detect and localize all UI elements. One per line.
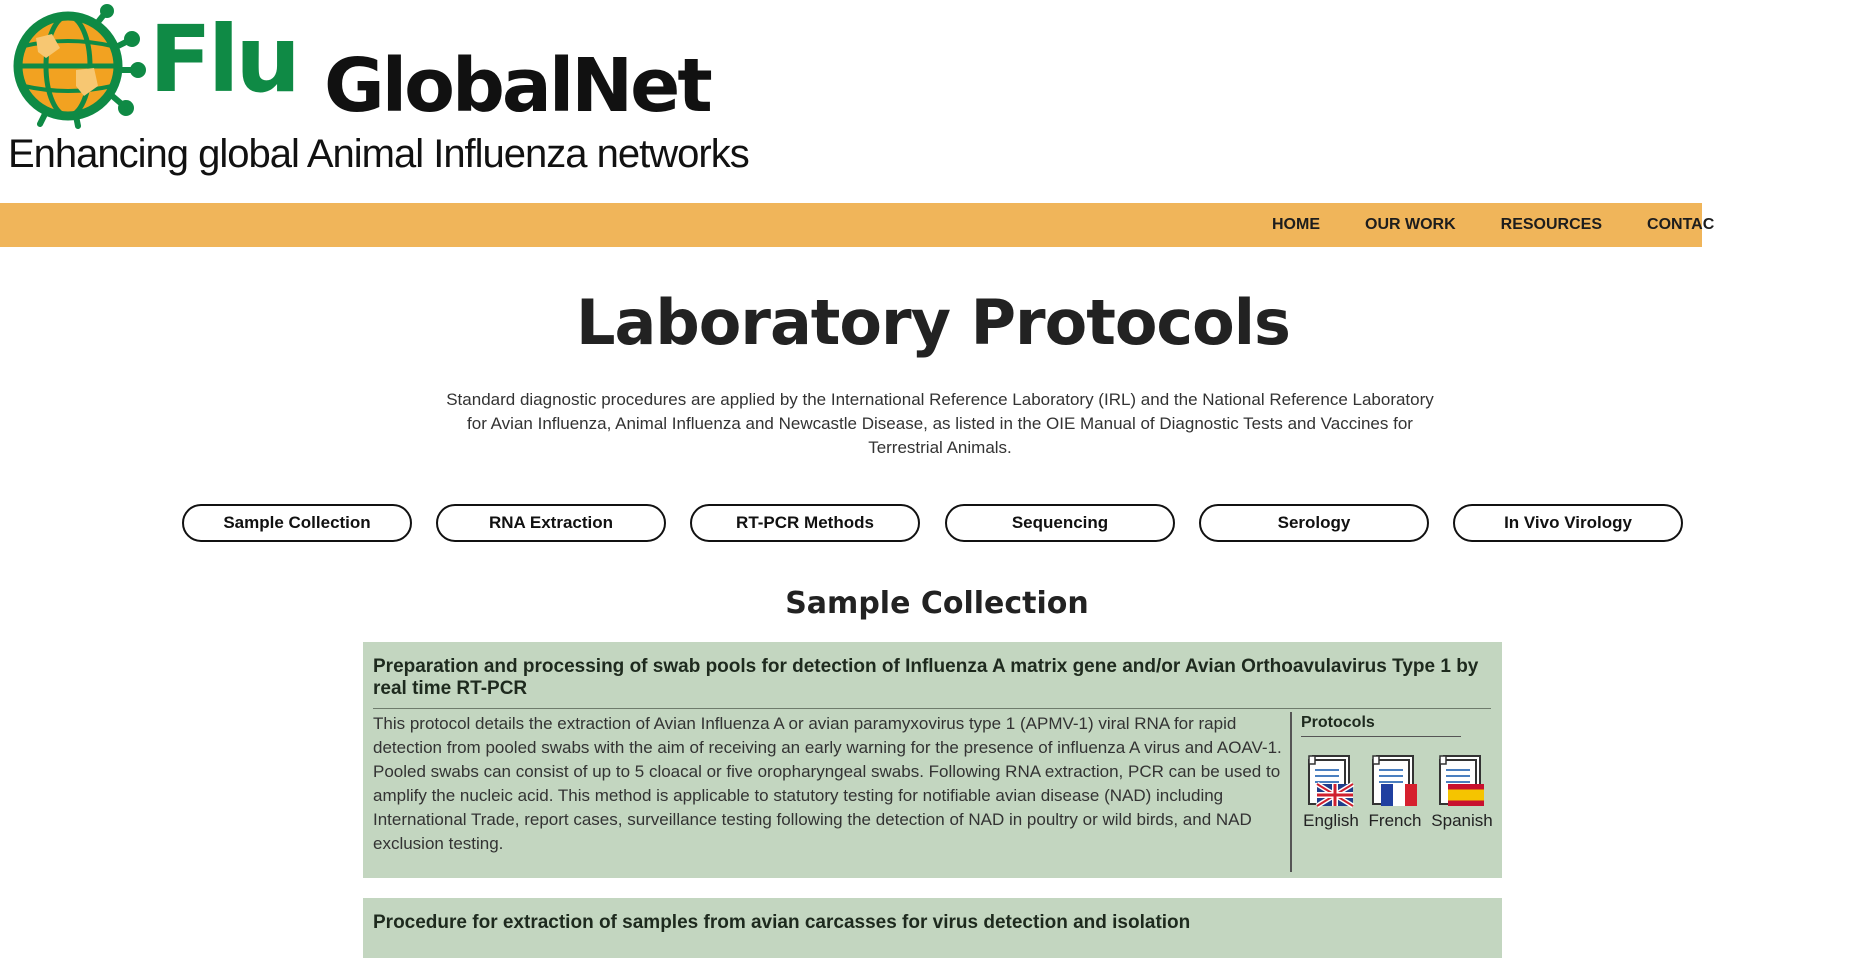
category-button-rna-extraction[interactable]: RNA Extraction: [436, 504, 666, 542]
nav-item-resources[interactable]: RESOURCES: [1500, 216, 1603, 233]
download-english-label: English: [1303, 811, 1359, 830]
logo-globalnet-text: GlobalNet: [324, 43, 710, 129]
nav-item-contact[interactable]: CONTAC: [1647, 216, 1715, 233]
site-logo[interactable]: [6, 6, 749, 178]
protocol-divider: [1290, 712, 1292, 872]
category-button-in-vivo-virology[interactable]: In Vivo Virology: [1453, 504, 1683, 542]
download-spanish-label: Spanish: [1431, 811, 1493, 830]
category-button-sample-collection[interactable]: Sample Collection: [182, 504, 412, 542]
download-french-link[interactable]: [1363, 754, 1427, 832]
category-button-row: [182, 504, 1702, 542]
download-french-label: French: [1368, 811, 1422, 830]
protocol-downloads: [1297, 712, 1497, 872]
main-navbar: [0, 203, 1715, 247]
nav-menu: [1272, 203, 1759, 247]
logo-tagline: Enhancing global Animal Influenza networks: [8, 132, 749, 176]
protocol-title: Procedure for extraction of samples from avian carcasses for virus detection and isolation: [373, 912, 1191, 933]
nav-item-our-work[interactable]: OUR WORK: [1365, 216, 1456, 233]
spain-flag-document-icon: [1436, 754, 1488, 810]
uk-flag-document-icon: [1305, 754, 1357, 810]
protocol-card: [363, 898, 1502, 958]
nav-item-home[interactable]: HOME: [1272, 216, 1320, 233]
category-button-sequencing[interactable]: Sequencing: [945, 504, 1175, 542]
protocol-description: This protocol details the extraction of Avian Influenza A or avian paramyxovirus type 1 (APMV-1) viral RNA for rapid detection from pooled swabs with the aim of receiving an early warning for the presence of influenza A virus and AOAV-1. Pooled swabs can consist of up to 5 cloacal or five oropharyngeal swabs. Following RNA extraction, PCR can be used to amplify the nucleic acid. This method is applicable to statutory testing for notifiable avian disease (NAD) including International Trade, report cases, surveillance testing following the detection of NAD in poultry or wild birds, and NAD exclusion testing.: [373, 714, 1282, 853]
france-flag-document-icon: [1369, 754, 1421, 810]
section-title: Sample Collection: [785, 586, 1089, 621]
protocol-title: Preparation and processing of swab pools for detection of Influenza A matrix gene and/or Avian Orthoavulavirus Type 1 by real time RT-PCR: [373, 656, 1491, 709]
category-button-serology[interactable]: Serology: [1199, 504, 1429, 542]
logo-flu-text: Flu: [149, 6, 297, 113]
category-button-rt-pcr-methods[interactable]: RT-PCR Methods: [690, 504, 920, 542]
download-english-link[interactable]: [1299, 754, 1363, 832]
page-intro: Standard diagnostic procedures are applied by the International Reference Laboratory (IRL) and the National Reference Laboratory for Avian Influenza, Animal Influenza and Newcastle Disease, as listed in the OIE Manual of Diagnostic Tests and Vaccines for Terrestrial Animals.: [446, 390, 1434, 457]
globe-virus-icon: [6, 8, 146, 128]
page-title: Laboratory Protocols: [576, 286, 1290, 359]
protocol-card: [363, 642, 1502, 878]
download-spanish-link[interactable]: [1430, 754, 1494, 832]
protocols-label: Protocols: [1301, 712, 1461, 737]
